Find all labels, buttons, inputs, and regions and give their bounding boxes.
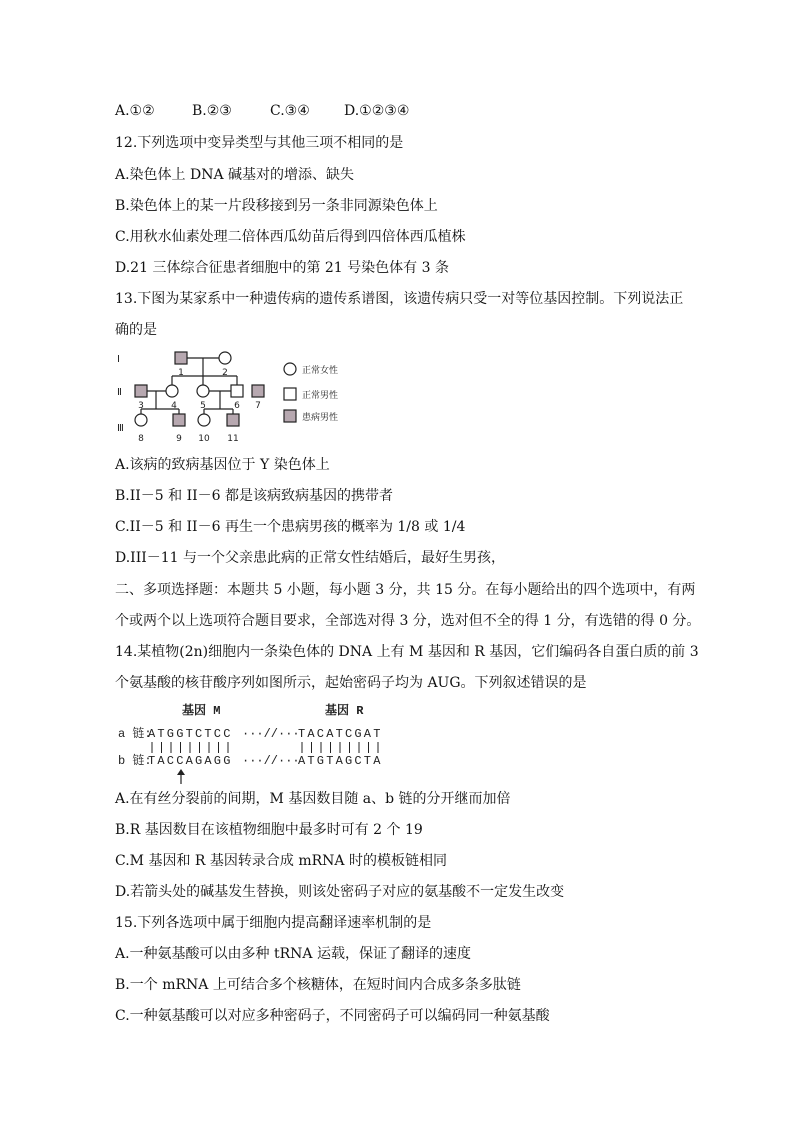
b-chain-gene-m: TACCAGAGG xyxy=(148,754,233,768)
q14-option-a: A.在有丝分裂前的间期，M 基因数目随 a、b 链的分开继而加倍 xyxy=(115,791,511,807)
b-chain-gene-r: ATGTAGCTA xyxy=(298,754,383,768)
dna-sequence-figure xyxy=(112,700,412,786)
base-pair-bonds xyxy=(152,742,378,753)
q11-option-d: D.①②③④ xyxy=(344,103,410,119)
a-chain-gene-m: ATGGTCTCC xyxy=(148,727,233,741)
q15-stem: 15.下列各选项中属于细胞内提高翻译速率机制的是 xyxy=(115,915,432,931)
num-5: 5 xyxy=(200,401,206,411)
q14-option-b: B.R 基因数目在该植物细胞中最多时可有 2 个 19 xyxy=(115,822,423,838)
a-chain-ellipsis: ···//··· xyxy=(242,727,300,741)
pedigree-chart xyxy=(112,346,352,446)
num-9: 9 xyxy=(176,434,182,444)
mutation-arrow-icon xyxy=(177,769,185,784)
num-4: 4 xyxy=(171,401,177,411)
pedigree-iii8-normal-female xyxy=(135,414,147,426)
q14-stem-line2: 个氨基酸的核苷酸序列如图所示，起始密码子均为 AUG。下列叙述错误的是 xyxy=(115,675,587,691)
pedigree-i2-normal-female xyxy=(219,352,231,364)
legend-affected-male: 患病男性 xyxy=(302,413,339,423)
q13-option-b: B.II－5 和 II－6 都是该病致病基因的携带者 xyxy=(115,488,394,504)
q13-option-a: A.该病的致病基因位于 Y 染色体上 xyxy=(115,457,330,473)
a-chain-gene-r: TACATCGAT xyxy=(298,727,383,741)
pedigree-ii3-affected-male xyxy=(135,385,147,397)
q13-stem-line2: 确的是 xyxy=(115,322,157,338)
num-3: 3 xyxy=(138,401,144,411)
q13-option-c: C.II－5 和 II－6 再生一个患病男孩的概率为 1/8 或 1/4 xyxy=(115,519,466,535)
num-1: 1 xyxy=(178,368,184,378)
section2-instructions-line2: 个或两个以上选项符合题目要求，全部选对得 3 分，选对但不全的得 1 分，有选错的得 0 分。 xyxy=(115,613,701,629)
pedigree-iii9-affected-male xyxy=(173,414,185,426)
q11-option-a: A.①② xyxy=(115,103,155,119)
pedigree-ii5-normal-female xyxy=(197,385,209,397)
q14-stem-line1: 14.某植物(2n)细胞内一条染色体的 DNA 上有 M 基因和 R 基因，它们编码各自蛋白质的前 3 xyxy=(115,644,699,660)
q15-option-c: C.一种氨基酸可以对应多种密码子，不同密码子可以编码同一种氨基酸 xyxy=(115,1008,550,1024)
q11-option-c: C.③④ xyxy=(270,103,310,119)
legend-normal-female: 正常女性 xyxy=(302,366,339,376)
a-chain-label: a 链: xyxy=(118,727,152,741)
q12-option-c: C.用秋水仙素处理二倍体西瓜幼苗后得到四倍体西瓜植株 xyxy=(115,229,466,245)
gen-label-3: Ⅲ xyxy=(117,423,124,434)
num-2: 2 xyxy=(222,368,228,378)
q13-stem-line1: 13.下图为某家系中一种遗传病的遗传系谱图，该遗传病只受一对等位基因控制。下列说法正 xyxy=(115,291,684,307)
q12-stem: 12.下列选项中变异类型与其他三项不相同的是 xyxy=(115,135,404,151)
q14-option-d: D.若箭头处的碱基发生替换，则该处密码子对应的氨基酸不一定发生改变 xyxy=(115,884,565,900)
pedigree-iii11-affected-male xyxy=(227,414,239,426)
q15-option-b: B.一个 mRNA 上可结合多个核糖体，在短时间内合成多条多肽链 xyxy=(115,977,521,993)
num-11: 11 xyxy=(227,434,239,444)
pedigree-i1-affected-male xyxy=(175,352,187,364)
num-10: 10 xyxy=(198,434,210,444)
legend-normal-female-icon xyxy=(284,363,296,375)
b-chain-label: b 链: xyxy=(118,754,152,768)
gen-label-1: Ⅰ xyxy=(117,354,120,365)
pedigree-iii10-normal-female xyxy=(198,414,210,426)
q12-option-d: D.21 三体综合征患者细胞中的第 21 号染色体有 3 条 xyxy=(115,260,449,276)
gen-label-2: Ⅱ xyxy=(117,387,122,398)
num-6: 6 xyxy=(234,401,240,411)
gene-m-label: 基因 M xyxy=(182,704,221,718)
pedigree-ii7-affected-male xyxy=(252,385,264,397)
q12-option-a: A.染色体上 DNA 碱基对的增添、缺失 xyxy=(115,167,355,183)
q11-option-b: B.②③ xyxy=(192,103,232,119)
section2-instructions-line1: 二、多项选择题：本题共 5 小题，每小题 3 分，共 15 分。在每小题给出的四个选项中，有两 xyxy=(115,582,696,598)
q11-options xyxy=(115,101,409,121)
q13-option-d: D.III－11 与一个父亲患此病的正常女性结婚后，最好生男孩， xyxy=(115,550,506,566)
q15-option-a: A.一种氨基酸可以由多种 tRNA 运载，保证了翻译的速度 xyxy=(115,946,471,962)
q12-option-b: B.染色体上的某一片段移接到另一条非同源染色体上 xyxy=(115,198,438,214)
legend-affected-male-icon xyxy=(284,410,296,422)
num-8: 8 xyxy=(138,434,144,444)
b-chain-ellipsis: ···//··· xyxy=(242,754,300,768)
num-7: 7 xyxy=(255,401,261,411)
gene-r-label: 基因 R xyxy=(325,704,364,718)
pedigree-ii4-normal-female xyxy=(166,385,178,397)
legend-normal-male: 正常男性 xyxy=(302,391,339,401)
q14-option-c: C.M 基因和 R 基因转录合成 mRNA 时的模板链相同 xyxy=(115,853,447,869)
legend-normal-male-icon xyxy=(284,388,296,400)
pedigree-ii6-normal-male xyxy=(231,385,243,397)
